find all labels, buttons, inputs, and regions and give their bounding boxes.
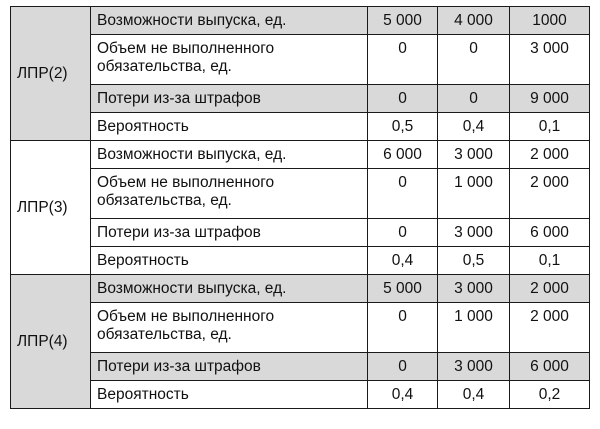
value-cell: 3 000 [438,219,510,247]
table-row [11,247,590,275]
value-cell: 5 000 [368,7,438,35]
value-cell: 1 000 [438,303,510,353]
value-cell: 0,4 [368,381,438,409]
value-cell: 3 000 [438,275,510,303]
row-label: Возможности выпуска, ед. [91,141,368,169]
row-label: Вероятность [91,247,368,275]
value-cell: 6 000 [510,219,590,247]
value-cell: 3 000 [510,35,590,85]
table-row [11,7,590,35]
value-cell: 0 [368,303,438,353]
table-row [11,85,590,113]
value-cell: 6 000 [368,141,438,169]
value-cell: 0 [368,353,438,381]
row-label: Объем не выполненного обязательства, ед. [91,303,368,353]
value-cell: 0,2 [510,381,590,409]
value-cell: 0,4 [438,113,510,141]
value-cell: 0 [368,219,438,247]
table-row [11,303,590,353]
value-cell: 6 000 [510,353,590,381]
value-cell: 0 [438,85,510,113]
row-label: Потери из-за штрафов [91,85,368,113]
row-label: Потери из-за штрафов [91,219,368,247]
table-row [11,169,590,219]
value-cell: 0,5 [438,247,510,275]
value-cell: 2 000 [510,141,590,169]
decision-maker-label: ЛПР(3) [11,141,91,275]
value-cell: 3 000 [438,141,510,169]
row-label: Вероятность [91,113,368,141]
value-cell: 0 [368,169,438,219]
value-cell: 2 000 [510,275,590,303]
value-cell: 1 000 [438,169,510,219]
value-cell: 5 000 [368,275,438,303]
table-row [11,275,590,303]
value-cell: 0,1 [510,247,590,275]
value-cell: 2 000 [510,303,590,353]
row-label: Объем не выполненного обязательства, ед. [91,169,368,219]
decision-table [10,6,590,409]
table-row [11,381,590,409]
value-cell: 0,5 [368,113,438,141]
value-cell: 1000 [510,7,590,35]
value-cell: 4 000 [438,7,510,35]
value-cell: 0 [368,35,438,85]
table-row [11,113,590,141]
value-cell: 0,4 [368,247,438,275]
value-cell: 0,4 [438,381,510,409]
value-cell: 0,1 [510,113,590,141]
row-label: Объем не выполненного обязательства, ед. [91,35,368,85]
value-cell: 2 000 [510,169,590,219]
value-cell: 0 [368,85,438,113]
decision-maker-label: ЛПР(4) [11,275,91,409]
value-cell: 9 000 [510,85,590,113]
row-label: Потери из-за штрафов [91,353,368,381]
table-row [11,141,590,169]
row-label: Вероятность [91,381,368,409]
value-cell: 0 [438,35,510,85]
row-label: Возможности выпуска, ед. [91,275,368,303]
decision-maker-label: ЛПР(2) [11,7,91,141]
table-row [11,219,590,247]
value-cell: 3 000 [438,353,510,381]
table-row [11,353,590,381]
table-row [11,35,590,85]
row-label: Возможности выпуска, ед. [91,7,368,35]
